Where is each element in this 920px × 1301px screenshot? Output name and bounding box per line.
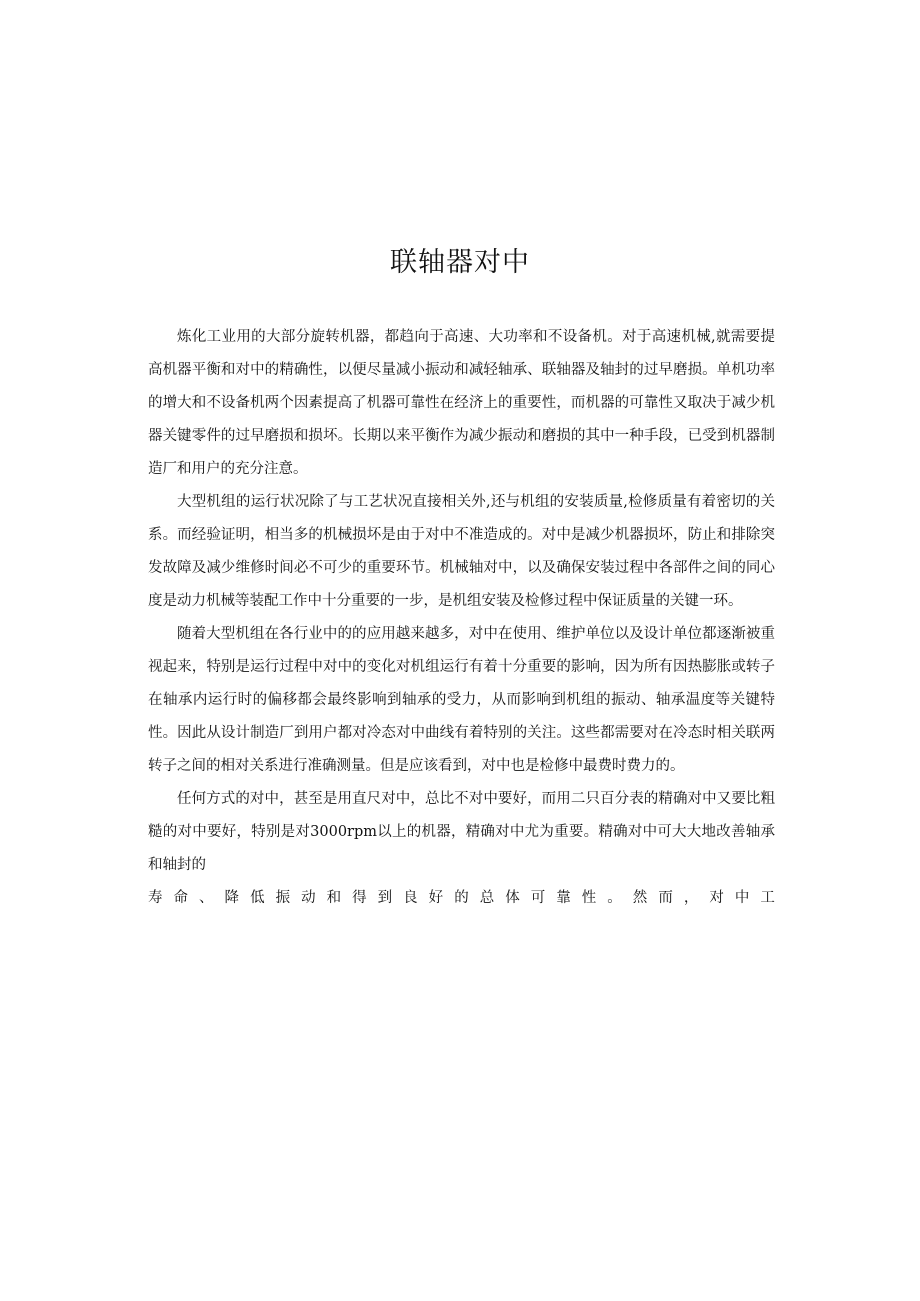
trailing-char: 的 xyxy=(454,890,469,906)
trailing-char: 对 xyxy=(709,890,724,906)
trailing-char: ， xyxy=(683,890,699,906)
paragraph-4-trailing-line xyxy=(148,882,775,915)
trailing-char: 可 xyxy=(530,890,546,906)
trailing-char: 低 xyxy=(250,890,265,906)
trailing-char: 好 xyxy=(428,890,444,906)
trailing-char: 到 xyxy=(377,890,393,906)
trailing-char: 、 xyxy=(199,890,214,906)
document-body xyxy=(148,321,775,915)
trailing-char: 和 xyxy=(326,890,342,906)
trailing-char: 振 xyxy=(275,890,291,906)
trailing-char: 而 xyxy=(658,890,673,906)
document-title: 联轴器对中 xyxy=(390,247,530,278)
trailing-char: 性 xyxy=(581,890,597,906)
paragraph-2: 大型机组的运行状况除了与工艺状况直接相关外,还与机组的安装质量,检修质量有着密切的关系。而经验证明，相当多的机械损坏是由于对中不准造成的。对中是减少机器损坏，防止和排除突发故障及减少维修时间必不可少的重要环节。机械轴对中，以及确保安装过程中各部件之间的同心度是动力机械等装配工作中十分重要的一步，是机组安装及检修过程中保证质量的关键一环。 xyxy=(148,494,775,609)
trailing-char: 工 xyxy=(760,890,775,906)
trailing-char: 动 xyxy=(301,890,316,906)
trailing-char: 靠 xyxy=(556,890,571,906)
paragraph-4 xyxy=(148,783,775,915)
trailing-char: 然 xyxy=(632,890,648,906)
trailing-char: 得 xyxy=(352,890,367,906)
trailing-char: 总 xyxy=(479,890,495,906)
paragraph-3: 随着大型机组在各行业中的的应用越来越多，对中在使用、维护单位以及设计单位都逐渐被重视起来，特别是运行过程中对中的变化对机组运行有着十分重要的影响，因为所有因热膨胀或转子在轴承内运行时的偏移都会最终影响到轴承的受力，从而影响到机组的振动、轴承温度等关键特性。因此从设计制造厂到用户都对冷态对中曲线有着特别的关注。这些都需要对在冷态时相关联两转子之间的相对关系进行准确测量。但是应该看到，对中也是检修中最费时费力的。 xyxy=(148,626,775,774)
paragraph-4-text: 任何方式的对中，甚至是用直尺对中，总比不对中要好，而用二只百分表的精确对中又要比粗糙的对中要好，特别是对3000rpm以上的机器，精确对中尤为重要。精确对中可大大地改善轴承和轴封的 xyxy=(148,791,775,873)
trailing-char: 寿 xyxy=(148,890,163,906)
trailing-char: 中 xyxy=(734,890,750,906)
trailing-char: 。 xyxy=(607,890,622,906)
trailing-char: 体 xyxy=(505,890,520,906)
trailing-char: 良 xyxy=(403,890,418,906)
paragraph-1: 炼化工业用的大部分旋转机器，都趋向于高速、大功率和不设备机。对于高速机械,就需要提高机器平衡和对中的精确性，以便尽量减小振动和减轻轴承、联轴器及轴封的过早磨损。单机功率的增大和不设备机两个因素提高了机器可靠性在经济上的重要性，而机器的可靠性又取决于减少机器关键零件的过早磨损和损坏。长期以来平衡作为减少振动和磨损的其中一种手段，已受到机器制造厂和用户的充分注意。 xyxy=(148,329,775,477)
trailing-char: 降 xyxy=(224,890,240,906)
trailing-char: 命 xyxy=(173,890,189,906)
